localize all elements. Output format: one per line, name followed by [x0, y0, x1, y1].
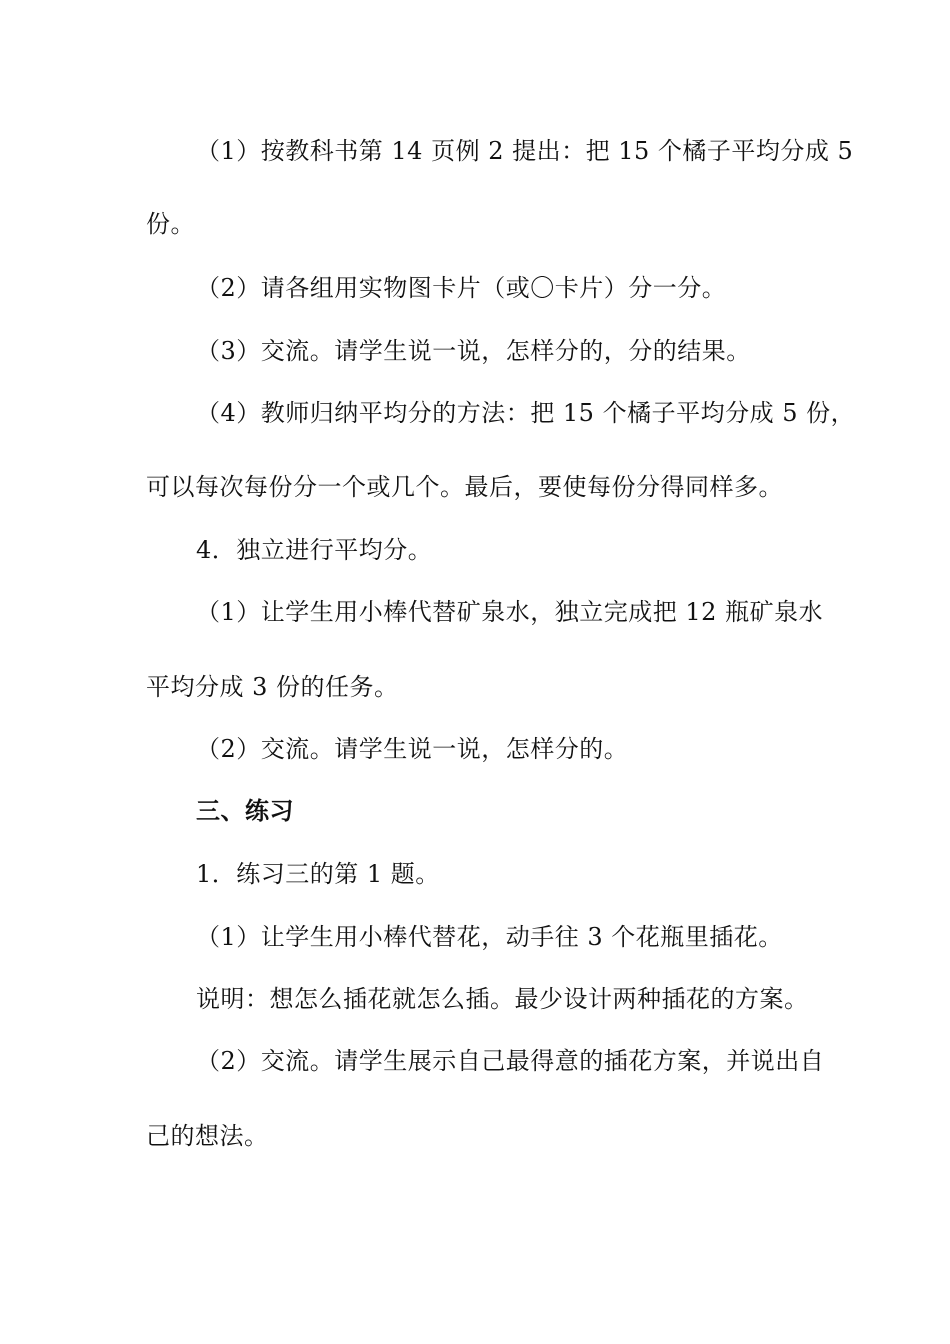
paragraph-line-14: 说明：想怎么插花就怎么插。最少设计两种插花的方案。 — [196, 985, 809, 1013]
paragraph-line-2: 份。 — [146, 210, 195, 238]
paragraph-line-8: （1）让学生用小棒代替矿泉水，独立完成把 12 瓶矿泉水 — [196, 598, 824, 626]
paragraph-line-15: （2）交流。请学生展示自己最得意的插花方案，并说出自 — [196, 1047, 825, 1075]
paragraph-line-12: 1．练习三的第 1 题。 — [196, 860, 440, 888]
section-heading: 三、练习 — [196, 796, 294, 825]
paragraph-line-4: （3）交流。请学生说一说，怎样分的，分的结果。 — [196, 337, 751, 365]
paragraph-line-3: （2）请各组用实物图卡片（或〇卡片）分一分。 — [196, 274, 727, 302]
paragraph-line-16: 己的想法。 — [146, 1122, 269, 1150]
paragraph-line-6: 可以每次每份分一个或几个。最后，要使每份分得同样多。 — [146, 473, 783, 501]
paragraph-line-5: （4）教师归纳平均分的方法：把 15 个橘子平均分成 5 份， — [196, 399, 856, 427]
paragraph-line-7: 4．独立进行平均分。 — [196, 536, 433, 564]
paragraph-line-1: （1）按教科书第 14 页例 2 提出：把 15 个橘子平均分成 5 — [196, 137, 854, 165]
paragraph-line-13: （1）让学生用小棒代替花，动手往 3 个花瓶里插花。 — [196, 923, 783, 951]
paragraph-line-9: 平均分成 3 份的任务。 — [146, 673, 399, 701]
paragraph-line-10: （2）交流。请学生说一说，怎样分的。 — [196, 735, 629, 763]
